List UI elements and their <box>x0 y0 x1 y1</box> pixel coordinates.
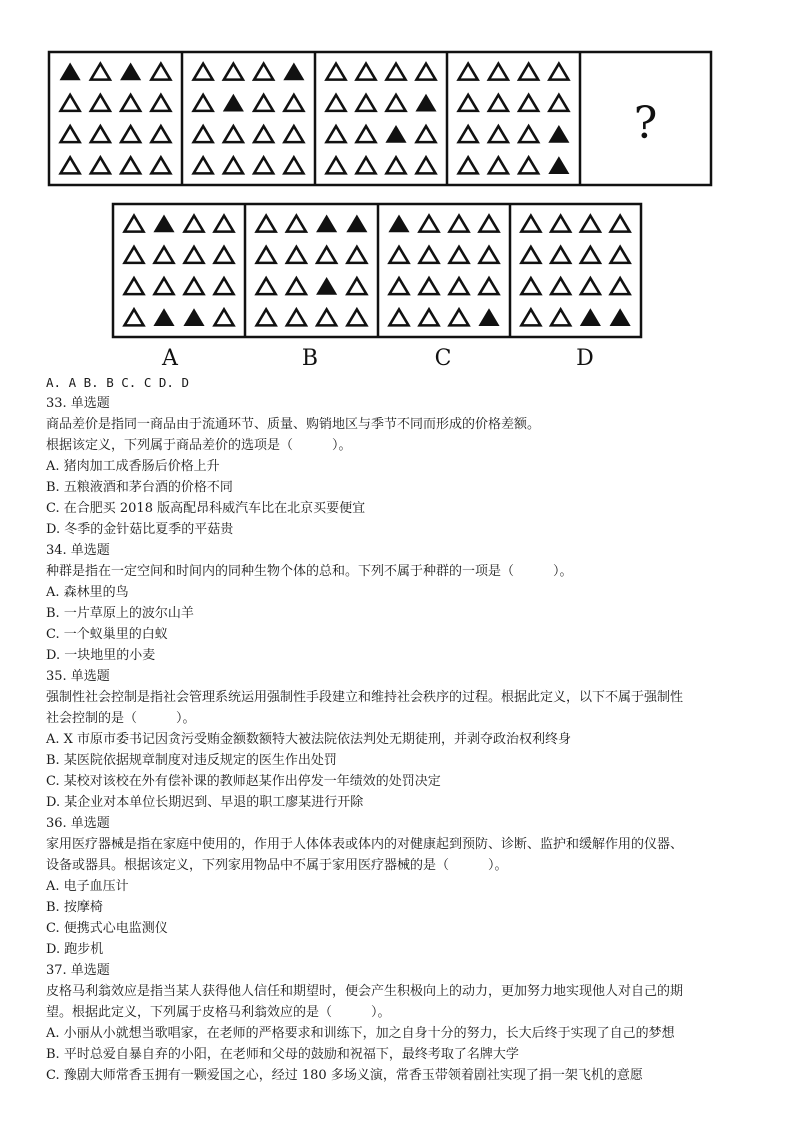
option-c[interactable]: C. 豫剧大师常香玉拥有一颗爱国之心，经过 180 多场义演，常香玉带领着剧社实现了捐一架飞机的意愿 <box>46 1068 643 1083</box>
question-33 <box>46 393 766 540</box>
option-a[interactable]: A. 猪肉加工成香肠后价格上升 <box>46 459 220 474</box>
outline-triangle-icon-opt-0 <box>215 278 234 294</box>
outline-triangle-icon-opt-0 <box>125 278 144 294</box>
outline-triangle-icon-top-2 <box>327 157 346 173</box>
outline-triangle-icon-top-2 <box>387 64 406 80</box>
outline-triangle-icon-top-1 <box>284 95 303 111</box>
outline-triangle-icon-opt-3 <box>611 216 630 232</box>
outline-triangle-icon-opt-2 <box>450 309 469 325</box>
outline-triangle-icon-top-2 <box>417 157 436 173</box>
outline-triangle-icon-opt-0 <box>185 216 204 232</box>
outline-triangle-icon-opt-0 <box>125 309 144 325</box>
outline-triangle-icon-top-2 <box>357 157 376 173</box>
outline-triangle-icon-opt-1 <box>257 216 276 232</box>
option-a[interactable]: A. 森林里的鸟 <box>46 585 129 600</box>
outline-triangle-icon-top-1 <box>224 126 243 142</box>
question-stem-line: 家用医疗器械是指在家庭中使用的，作用于人体体表或体内的对健康起到预防、诊断、监护和缓解作用的仪器、 <box>46 837 684 852</box>
outline-triangle-icon-opt-0 <box>125 216 144 232</box>
outline-triangle-icon-top-3 <box>459 95 478 111</box>
outline-triangle-icon-opt-2 <box>450 247 469 263</box>
outline-triangle-icon-opt-2 <box>420 216 439 232</box>
filled-triangle-icon-opt-3 <box>581 309 600 325</box>
outline-triangle-icon-opt-2 <box>480 216 499 232</box>
option-b[interactable]: B. 按摩椅 <box>46 900 103 915</box>
option-b[interactable]: B. 一片草原上的波尔山羊 <box>46 606 194 621</box>
outline-triangle-icon-opt-2 <box>450 278 469 294</box>
outline-triangle-icon-top-1 <box>254 95 273 111</box>
outline-triangle-icon-top-3 <box>459 157 478 173</box>
question-stem-line: 种群是指在一定空间和时间内的同种生物个体的总和。下列不属于种群的一项是（ ）。 <box>46 564 573 579</box>
filled-triangle-icon-top-1 <box>224 95 243 111</box>
question-label: 35. 单选题 <box>46 669 110 684</box>
outline-triangle-icon-top-2 <box>387 157 406 173</box>
outline-triangle-icon-opt-2 <box>420 309 439 325</box>
outline-triangle-icon-top-1 <box>194 126 213 142</box>
option-d[interactable]: D. 一块地里的小麦 <box>46 648 156 663</box>
outline-triangle-icon-top-1 <box>254 157 273 173</box>
outline-triangle-icon-top-3 <box>549 64 568 80</box>
option-c[interactable]: C. 一个蚁巢里的白蚁 <box>46 627 168 642</box>
outline-triangle-icon-opt-1 <box>287 309 306 325</box>
outline-triangle-icon-top-0 <box>91 126 110 142</box>
filled-triangle-icon-top-3 <box>549 126 568 142</box>
outline-triangle-icon-opt-0 <box>215 216 234 232</box>
outline-triangle-icon-top-3 <box>519 126 538 142</box>
filled-triangle-icon-top-1 <box>284 64 303 80</box>
puzzle-figure <box>0 0 800 372</box>
outline-triangle-icon-opt-1 <box>257 247 276 263</box>
filled-triangle-icon-opt-2 <box>390 216 409 232</box>
outline-triangle-icon-opt-3 <box>521 278 540 294</box>
outline-triangle-icon-opt-0 <box>215 247 234 263</box>
outline-triangle-icon-top-3 <box>489 126 508 142</box>
option-a[interactable]: A. 小丽从小就想当歌唱家，在老师的严格要求和训练下，加之自身十分的努力，长大后终于实现了自己的梦想 <box>46 1026 675 1041</box>
filled-triangle-icon-top-0 <box>61 64 80 80</box>
filled-triangle-icon-top-2 <box>387 126 406 142</box>
outline-triangle-icon-top-3 <box>489 157 508 173</box>
outline-triangle-icon-opt-2 <box>390 247 409 263</box>
outline-triangle-icon-top-3 <box>459 64 478 80</box>
outline-triangle-icon-top-2 <box>417 64 436 80</box>
outline-triangle-icon-top-0 <box>61 126 80 142</box>
question-label: 34. 单选题 <box>46 543 110 558</box>
question-stem-line: 强制性社会控制是指社会管理系统运用强制性手段建立和维持社会秩序的过程。根据此定义，以下不属于强制性 <box>46 690 684 705</box>
filled-triangle-icon-opt-0 <box>155 309 174 325</box>
question-stem-line: 设备或器具。根据该定义，下列家用物品中不属于家用医疗器械的是（ ）。 <box>46 858 508 873</box>
outline-triangle-icon-opt-3 <box>551 247 570 263</box>
filled-triangle-icon-opt-1 <box>347 216 366 232</box>
option-a[interactable]: A. 电子血压计 <box>46 879 129 894</box>
question-37 <box>46 960 766 1086</box>
outline-triangle-icon-top-3 <box>519 95 538 111</box>
filled-triangle-icon-opt-3 <box>611 309 630 325</box>
question-text-block <box>46 372 766 1086</box>
outline-triangle-icon-opt-1 <box>287 247 306 263</box>
outline-triangle-icon-opt-3 <box>611 278 630 294</box>
outline-triangle-icon-opt-3 <box>551 216 570 232</box>
outline-triangle-icon-top-3 <box>489 95 508 111</box>
question-label: 37. 单选题 <box>46 963 110 978</box>
outline-triangle-icon-top-2 <box>387 95 406 111</box>
outline-triangle-icon-opt-0 <box>185 247 204 263</box>
outline-triangle-icon-opt-2 <box>390 278 409 294</box>
outline-triangle-icon-top-1 <box>254 126 273 142</box>
option-c[interactable]: C. 在合肥买 2018 版高配昂科威汽车比在北京买要便宜 <box>46 501 366 516</box>
top-row-frame <box>49 52 711 185</box>
outline-triangle-icon-opt-2 <box>480 278 499 294</box>
outline-triangle-icon-top-0 <box>151 126 170 142</box>
filled-triangle-icon-opt-1 <box>317 216 336 232</box>
question-stem-line: 根据该定义，下列属于商品差价的选项是（ ）。 <box>46 438 352 453</box>
outline-triangle-icon-top-0 <box>91 64 110 80</box>
question-35 <box>46 666 766 813</box>
outline-triangle-icon-top-1 <box>224 64 243 80</box>
question-stem-line: 望。根据此定义，下列属于皮格马利翁效应的是（ ）。 <box>46 1005 391 1020</box>
outline-triangle-icon-top-2 <box>357 126 376 142</box>
option-label-d: D <box>576 346 594 371</box>
outline-triangle-icon-opt-1 <box>347 309 366 325</box>
triangle-puzzle-svg <box>0 0 800 372</box>
outline-triangle-icon-opt-0 <box>185 278 204 294</box>
option-label-a: A <box>162 346 178 371</box>
outline-triangle-icon-opt-1 <box>287 278 306 294</box>
option-d[interactable]: D. 冬季的金针菇比夏季的平菇贵 <box>46 522 234 537</box>
answer-options-line: A. A B. B C. C D. D <box>46 375 189 390</box>
outline-triangle-icon-top-2 <box>417 126 436 142</box>
outline-triangle-icon-opt-0 <box>215 309 234 325</box>
question-mark: ? <box>633 98 658 149</box>
outline-triangle-icon-opt-0 <box>155 278 174 294</box>
outline-triangle-icon-opt-3 <box>551 278 570 294</box>
outline-triangle-icon-opt-2 <box>420 278 439 294</box>
question-label: 33. 单选题 <box>46 396 110 411</box>
outline-triangle-icon-opt-0 <box>155 247 174 263</box>
option-c[interactable]: C. 便携式心电监测仪 <box>46 921 168 936</box>
question-36 <box>46 813 766 960</box>
question-stem-line: 社会控制的是（ ）。 <box>46 711 196 726</box>
filled-triangle-icon-top-3 <box>549 157 568 173</box>
outline-triangle-icon-top-1 <box>194 95 213 111</box>
filled-triangle-icon-top-2 <box>417 95 436 111</box>
outline-triangle-icon-opt-1 <box>287 216 306 232</box>
outline-triangle-icon-opt-3 <box>521 216 540 232</box>
outline-triangle-icon-opt-2 <box>390 309 409 325</box>
outline-triangle-icon-top-0 <box>121 95 140 111</box>
outline-triangle-icon-opt-2 <box>480 247 499 263</box>
outline-triangle-icon-opt-3 <box>521 247 540 263</box>
outline-triangle-icon-top-0 <box>121 126 140 142</box>
outline-triangle-icon-top-0 <box>61 95 80 111</box>
question-stem-line: 商品差价是指同一商品由于流通环节、质量、购销地区与季节不同而形成的价格差额。 <box>46 417 541 432</box>
question-stem-line: 皮格马利翁效应是指当某人获得他人信任和期望时，便会产生积极向上的动力，更加努力地实现他人对自己的期 <box>46 984 684 999</box>
option-label-c: C <box>434 346 452 371</box>
outline-triangle-icon-top-1 <box>284 126 303 142</box>
outline-triangle-icon-opt-3 <box>551 309 570 325</box>
option-d[interactable]: D. 某企业对本单位长期迟到、早退的职工廖某进行开除 <box>46 795 364 810</box>
outline-triangle-icon-top-0 <box>61 157 80 173</box>
outline-triangle-icon-opt-1 <box>257 278 276 294</box>
outline-triangle-icon-opt-1 <box>347 278 366 294</box>
filled-triangle-icon-top-0 <box>121 64 140 80</box>
filled-triangle-icon-opt-0 <box>185 309 204 325</box>
option-d[interactable]: D. 跑步机 <box>46 942 104 957</box>
question-label: 36. 单选题 <box>46 816 110 831</box>
outline-triangle-icon-top-3 <box>519 64 538 80</box>
outline-triangle-icon-top-1 <box>224 157 243 173</box>
outline-triangle-icon-top-0 <box>151 64 170 80</box>
question-34 <box>46 540 766 666</box>
outline-triangle-icon-top-3 <box>549 95 568 111</box>
outline-triangle-icon-opt-3 <box>581 278 600 294</box>
outline-triangle-icon-top-2 <box>357 95 376 111</box>
outline-triangle-icon-top-1 <box>194 157 213 173</box>
outline-triangle-icon-opt-1 <box>317 247 336 263</box>
outline-triangle-icon-opt-2 <box>450 216 469 232</box>
outline-triangle-icon-opt-2 <box>420 247 439 263</box>
outline-triangle-icon-opt-3 <box>611 247 630 263</box>
outline-triangle-icon-opt-3 <box>581 216 600 232</box>
option-b[interactable]: B. 五粮液酒和茅台酒的价格不同 <box>46 480 233 495</box>
outline-triangle-icon-top-2 <box>327 64 346 80</box>
option-b[interactable]: B. 某医院依据规章制度对违反规定的医生作出处罚 <box>46 753 337 768</box>
outline-triangle-icon-top-1 <box>284 157 303 173</box>
filled-triangle-icon-opt-2 <box>480 309 499 325</box>
filled-triangle-icon-opt-1 <box>317 278 336 294</box>
outline-triangle-icon-opt-1 <box>347 247 366 263</box>
outline-triangle-icon-top-2 <box>327 95 346 111</box>
outline-triangle-icon-top-3 <box>489 64 508 80</box>
outline-triangle-icon-top-0 <box>151 95 170 111</box>
outline-triangle-icon-top-0 <box>151 157 170 173</box>
outline-triangle-icon-top-1 <box>194 64 213 80</box>
option-c[interactable]: C. 某校对该校在外有偿补课的教师赵某作出停发一年绩效的处罚决定 <box>46 774 441 789</box>
outline-triangle-icon-opt-0 <box>125 247 144 263</box>
outline-triangle-icon-top-3 <box>459 126 478 142</box>
option-b[interactable]: B. 平时总爱自暴自弃的小阳，在老师和父母的鼓励和祝福下，最终考取了名牌大学 <box>46 1047 519 1062</box>
outline-triangle-icon-top-0 <box>91 95 110 111</box>
outline-triangle-icon-top-3 <box>519 157 538 173</box>
outline-triangle-icon-opt-3 <box>521 309 540 325</box>
outline-triangle-icon-top-2 <box>357 64 376 80</box>
option-label-b: B <box>301 346 319 371</box>
outline-triangle-icon-top-0 <box>91 157 110 173</box>
outline-triangle-icon-opt-3 <box>581 247 600 263</box>
outline-triangle-icon-top-0 <box>121 157 140 173</box>
outline-triangle-icon-top-1 <box>254 64 273 80</box>
outline-triangle-icon-opt-1 <box>317 309 336 325</box>
filled-triangle-icon-opt-0 <box>155 216 174 232</box>
option-a[interactable]: A. X 市原市委书记因贪污受贿金额数额特大被法院依法判处无期徒刑，并剥夺政治权利终身 <box>46 732 572 747</box>
outline-triangle-icon-opt-1 <box>257 309 276 325</box>
outline-triangle-icon-top-2 <box>327 126 346 142</box>
